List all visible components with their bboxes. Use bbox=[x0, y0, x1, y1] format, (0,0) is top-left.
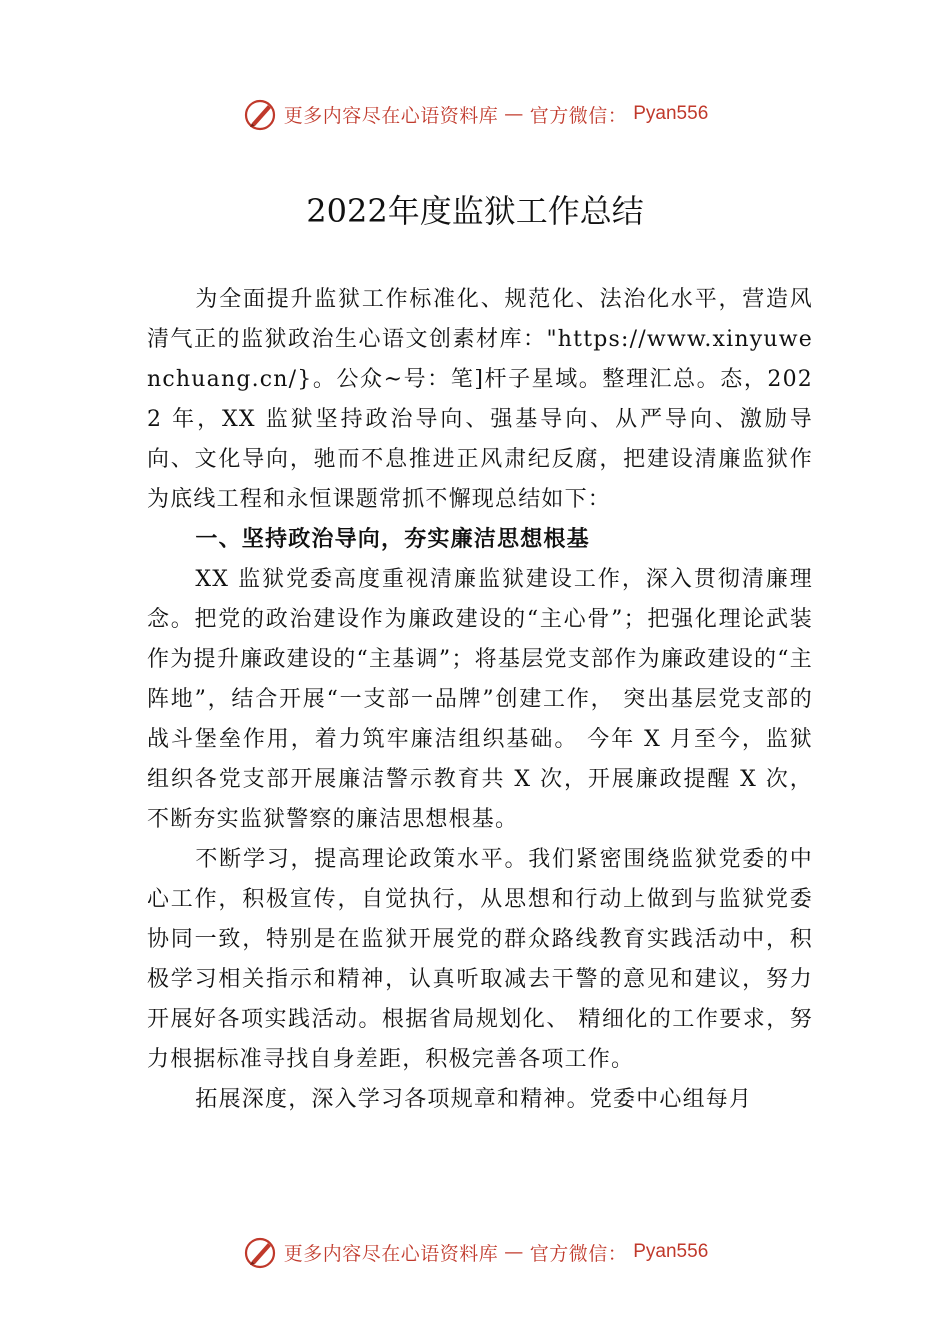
banner-contact-id: Pyan556 bbox=[633, 103, 709, 124]
pen-logo-icon bbox=[242, 1234, 278, 1270]
paragraph-study: 不断学习，提高理论政策水平。我们紧密围绕监狱党委的中心工作，积极宣传，自觉执行，从思想和行动上做到与监狱党委协同一致，特别是在监狱开展党的群众路线教育实践活动中，积极学习相关指示和精神，认真听取减去干警的意见和建议，努力开展好各项实践活动。根据省局规划化、 精细化的工作要求，努力根据标准寻找自身差距，积极完善各项工作。 bbox=[147, 847, 813, 1072]
footer-watermark-banner bbox=[0, 1232, 950, 1272]
paragraph-depth: 拓展深度，深入学习各项规章和精神。党委中心组每月 bbox=[195, 1087, 753, 1112]
banner-contact-label: 官方微信： bbox=[529, 1242, 628, 1265]
header-watermark-banner bbox=[0, 94, 950, 134]
document-title: 2022年度监狱工作总结 bbox=[306, 192, 644, 230]
document-body bbox=[147, 280, 813, 1120]
banner-main-text: 更多内容尽在心语资料库 bbox=[283, 104, 499, 127]
banner-contact-id: Pyan556 bbox=[633, 1241, 709, 1262]
banner-dash: — bbox=[504, 1241, 524, 1263]
paragraph-party-committee: XX 监狱党委高度重视清廉监狱建设工作，深入贯彻清廉理念。把党的政治建设作为廉政建设的“主心骨”；把强化理论武装作为提升廉政建设的“主基调”；将基层党支部作为廉政建设的“主阵地”，结合开展“一支部一品牌”创建工作， 突出基层党支部的战斗堡垒作用，着力筑牢廉洁组织基础。 今年 X 月至今，监狱组织各党支部开展廉洁警示教育共 X 次，开展廉政提醒 X 次，不断夯实监狱警察的廉洁思想根基。 bbox=[147, 567, 813, 832]
banner-main-text: 更多内容尽在心语资料库 bbox=[283, 1242, 499, 1265]
banner-contact-label: 官方微信： bbox=[529, 104, 628, 127]
banner-dash: — bbox=[504, 103, 524, 125]
pen-logo-icon bbox=[242, 96, 278, 132]
paragraph-intro: 为全面提升监狱工作标准化、规范化、法治化水平，营造风清气正的监狱政治生心语文创素材库："https://www.xinyuwenchuang.cn/}。公众~号：笔]杆子星域。整理汇总。态，2022 年，XX 监狱坚持政治导向、强基导向、从严导向、激励导向、文化导向，驰而不息推进正风肃纪反腐，把建设清廉监狱作为底线工程和永恒课题常抓不懈现总结如下： bbox=[147, 287, 813, 512]
section-heading-1: 一、坚持政治导向，夯实廉洁思想根基 bbox=[195, 527, 590, 552]
